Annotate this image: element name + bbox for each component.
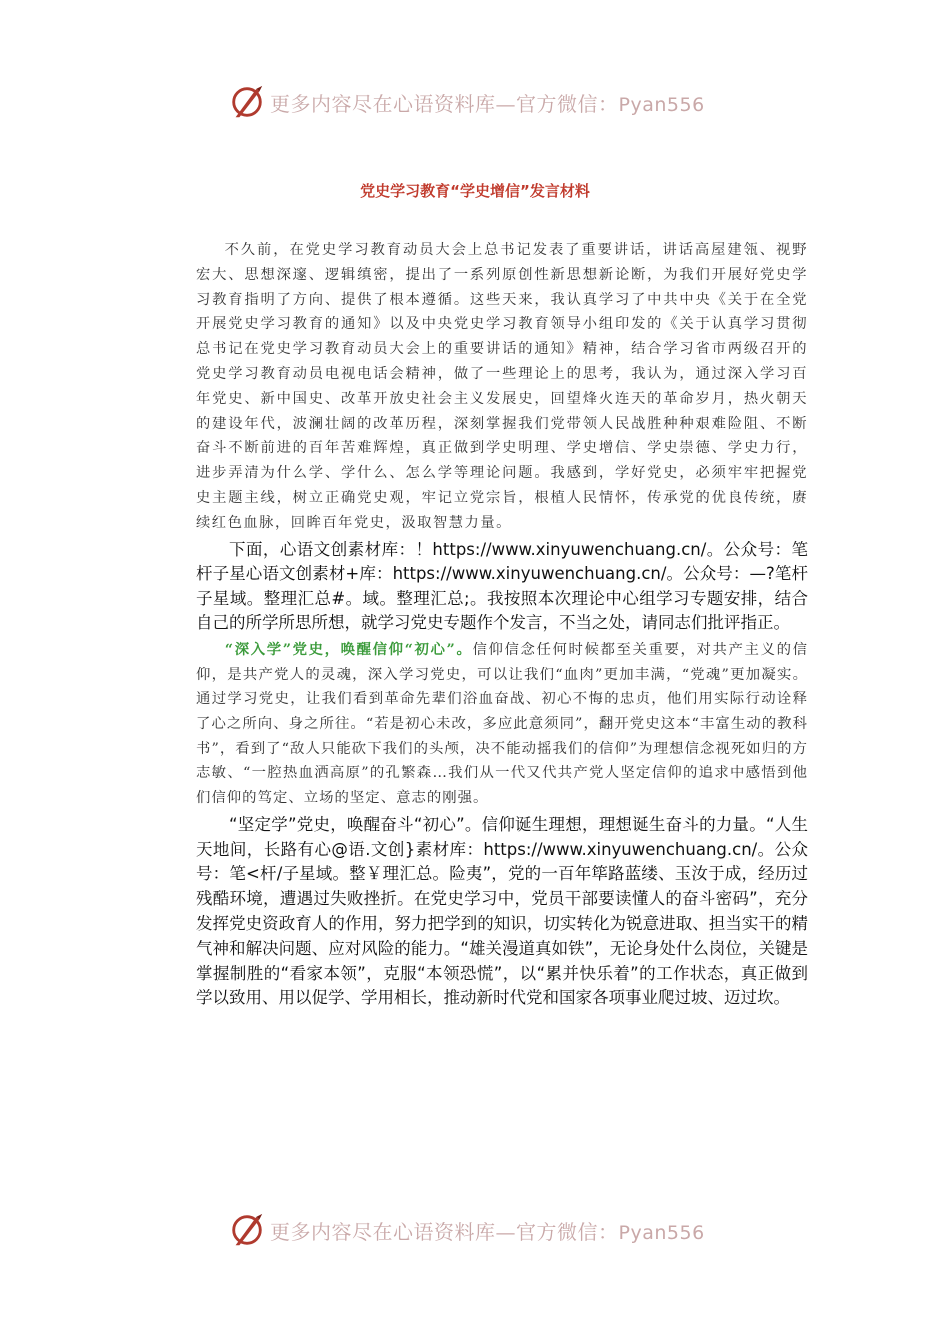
footer-banner-text: 更多内容尽在心语资料库—官方微信：Pyan556 <box>270 1219 705 1244</box>
header-banner <box>228 80 705 124</box>
section-one-heading: “深入学”党史，唤醒信仰“初心”。 <box>224 640 473 658</box>
header-wechat-id: Pyan556 <box>618 93 705 116</box>
paragraph-intro: 不久前，在党史学习教育动员大会上总书记发表了重要讲话，讲话高屋建瓴、视野宏大、思想深邃、逻辑缜密，提出了一系列原创性新思想新论断，为我们开展好党史学习教育指明了方向、提供了根本遵循。这些天来，我认真学习了中共中央《关于在全党开展党史学习教育的通知》以及中央党史学习教育领导小组印发的《关于认真学习贯彻总书记在党史学习教育动员大会上的重要讲话的通知》精神，结合学习省市两级召开的党史学习教育动员电视电话会精神，做了一些理论上的思考，我认为，通过深入学习百年党史、新中国史、改革开放史社会主义发展史，回望烽火连天的革命岁月，热火朝天的建设年代，波澜壮阔的改革历程，深刻掌握我们党带领人民战胜种种艰难险阻、不断奋斗不断前进的百年苦难辉煌，真正做到学史明理、学史增信、学史崇德、学史力行，进步弄清为什么学、学什么、怎么学等理论问题。我感到，学好党史，必须牢牢把握党史主题主线，树立正确党史观，牢记立党宗旨，根植人民情怀，传承党的优良传统，赓续红色血脉，回眸百年党史，汲取智慧力量。 <box>196 242 808 531</box>
footer-banner <box>228 1208 705 1252</box>
section-one-text: 信仰信念任何时候都至关重要，对共产主义的信仰，是共产党人的灵魂，深入学习党史，可以让我们“血肉”更加丰满，“党魂”更加凝实。通过学习党史，让我们看到革命先辈们浴血奋战、初心不悔的忠贞，他们用实际行动诠释了心之所向、身之所往。“若是初心未改，多应此意须同”，翻开党史这本“丰富生动的教科书”，看到了“敌人只能砍下我们的头颅，决不能动摇我们的信仰”为理想信念视死如归的方志敏、“一腔热血洒高原”的孔繁森…我们从一代又代共产党人坚定信仰的追求中感悟到他们信仰的笃定、立场的坚定、意志的刚强。 <box>196 641 808 807</box>
quill-logo-icon <box>228 1211 266 1249</box>
quill-logo-icon <box>228 83 266 121</box>
header-banner-text: 更多内容尽在心语资料库—官方微信：Pyan556 <box>270 91 705 116</box>
footer-wechat-id: Pyan556 <box>618 1221 705 1244</box>
paragraph-section-two: “坚定学”党史，唤醒奋斗“初心”。信仰诞生理想，理想诞生奋斗的力量。“人生天地间，长路有心@语.文创}素材库：https://www.xinyuwenchuang.cn/。公众号：笔<杆/子星域。整￥理汇总。险夷”，党的一百年筚路蓝缕、玉汝于成，经历过残酷环境，遭遇过失败挫折。在党史学习中，党员干部要读懂人的奋斗密码”，充分发挥党史资政育人的作用，努力把学到的知识，切实转化为锐意进取、担当实干的精气神和解决问题、应对风险的能力。“雄关漫道真如铁”，无论身处什么岗位，关键是掌握制胜的“看家本领”，克服“本领恐慌”，以“累并快乐着”的工作状态，真正做到学以致用、用以促学、学用相长，推动新时代党和国家各项事业爬过坡、迈过坎。 <box>196 814 808 1008</box>
paragraph-section-one <box>196 638 808 811</box>
document-title: 党史学习教育“学史增信”发言材料 <box>360 182 590 200</box>
document-body <box>196 238 808 1011</box>
paragraph-transition: 下面，心语文创素材库：！https://www.xinyuwenchuang.cn/。公众号：笔杆子星心语文创素材+库：https://www.xinyuwenchuang.cn/。公众号：—?笔杆子星域。整理汇总#。域。整理汇总;。我按照本次理论中心组学习专题安排，结合自己的所学所思所想，就学习党史专题作个发言，不当之处，请同志们批评指正。 <box>196 539 808 633</box>
